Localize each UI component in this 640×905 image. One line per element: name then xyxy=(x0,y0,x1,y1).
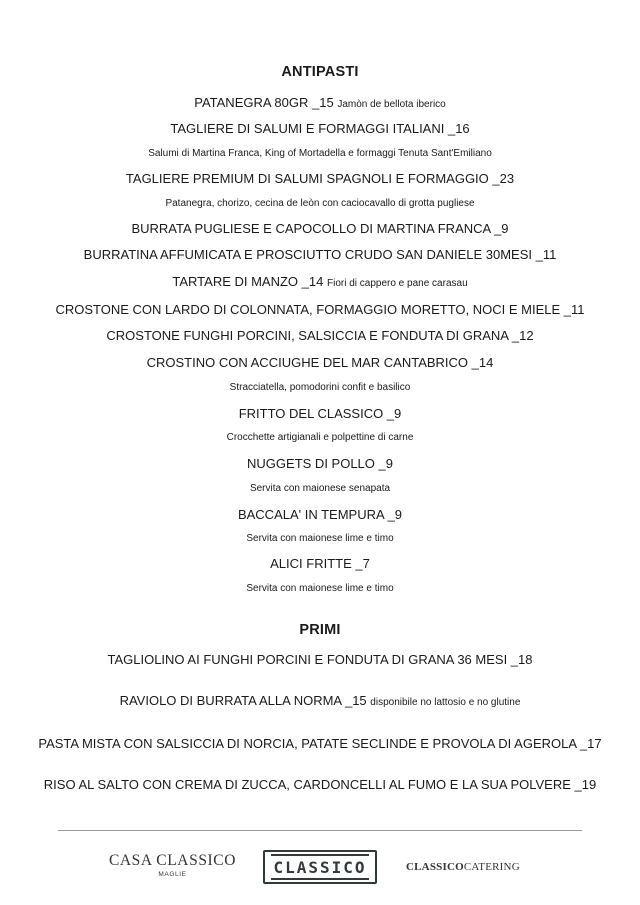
item-description: Servita con maionese lime e timo xyxy=(246,533,394,544)
classico-logo xyxy=(263,850,377,884)
menu-item-crostone-funghi xyxy=(0,328,640,344)
menu-item-crostino-acciughe xyxy=(0,355,640,371)
item-name: BURRATINA AFFUMICATA E PROSCIUTTO CRUDO SAN DANIELE 30MESI _11 xyxy=(83,247,557,262)
item-description: Servita con maionese lime e timo xyxy=(246,583,394,594)
classico-catering-logo xyxy=(406,861,520,873)
casa-classico-location: MAGLIE xyxy=(158,871,187,878)
item-note: Fiori di cappero e pane carasau xyxy=(326,278,468,289)
catering-brand-bold: CLASSICO xyxy=(406,861,464,873)
menu-item-patanegra xyxy=(0,95,640,113)
item-name: CROSTONE FUNGHI PORCINI, SALSICCIA E FONDUTA DI GRANA _12 xyxy=(106,328,534,343)
item-note: Jamòn de bellota iberico xyxy=(337,99,446,110)
classico-logo-text: CLASSICO xyxy=(273,857,367,877)
casa-classico-brand: CASA CLASSICO xyxy=(108,852,237,869)
menu-item-baccala xyxy=(0,507,640,523)
item-name: BURRATA PUGLIESE E CAPOCOLLO DI MARTINA FRANCA _9 xyxy=(131,221,509,236)
item-name: CROSTONE CON LARDO DI COLONNATA, FORMAGGIO MORETTO, NOCI E MIELE _11 xyxy=(55,302,585,317)
item-description: Servita con maionese senapata xyxy=(249,483,391,494)
item-description: Patanegra, chorizo, cecina de leòn con caciocavallo di grotta pugliese xyxy=(165,198,475,209)
item-description: Crocchette artigianali e polpettine di carne xyxy=(226,432,414,443)
logo-top-bar xyxy=(271,854,369,856)
item-name: TAGLIERE DI SALUMI E FORMAGGI ITALIANI _16 xyxy=(170,121,470,136)
menu-item-burrata xyxy=(0,221,640,237)
item-name: PATANEGRA 80GR _15 xyxy=(194,95,334,110)
item-name: FRITTO DEL CLASSICO _9 xyxy=(238,406,402,421)
menu-item-fritto xyxy=(0,406,640,422)
catering-brand-regular: CATERING xyxy=(463,861,520,873)
menu-item-tagliere-italiani xyxy=(0,121,640,137)
menu-item-alici xyxy=(0,556,640,572)
item-name: NUGGETS DI POLLO _9 xyxy=(247,456,393,471)
item-note: disponibile no lattosio e no glutine xyxy=(370,697,521,708)
item-name: TAGLIERE PREMIUM DI SALUMI SPAGNOLI E FORMAGGIO _23 xyxy=(125,171,515,186)
menu-item-riso xyxy=(0,777,640,793)
menu-item-tagliere-premium xyxy=(0,171,640,187)
item-name: TARTARE DI MANZO _14 xyxy=(172,274,324,289)
casa-classico-logo xyxy=(105,852,240,879)
logo-bottom-bar xyxy=(271,878,369,880)
item-name: PASTA MISTA CON SALSICCIA DI NORCIA, PATATE SECLINDE E PROVOLA DI AGEROLA _17 xyxy=(38,736,602,751)
section-title-antipasti: ANTIPASTI xyxy=(281,64,359,80)
menu-item-pasta-mista xyxy=(0,736,640,752)
menu-item-tartare xyxy=(0,274,640,292)
item-description: Salumi di Martina Franca, King of Mortadella e formaggi Tenuta Sant'Emiliano xyxy=(148,148,492,159)
item-name: BACCALA' IN TEMPURA _9 xyxy=(237,507,403,522)
menu-item-crostone-lardo xyxy=(0,302,640,318)
item-name: RAVIOLO DI BURRATA ALLA NORMA _15 xyxy=(119,693,367,708)
menu-item-nuggets xyxy=(0,456,640,472)
menu-item-tagliolino xyxy=(0,652,640,668)
item-name: ALICI FRITTE _7 xyxy=(270,556,370,571)
item-description: Stracciatella, pomodorini confit e basilico xyxy=(229,382,411,393)
section-title-primi: PRIMI xyxy=(299,622,341,638)
item-name: TAGLIOLINO AI FUNGHI PORCINI E FONDUTA DI GRANA 36 MESI _18 xyxy=(107,652,533,667)
footer-divider xyxy=(58,830,582,831)
menu-item-raviolo xyxy=(0,693,640,711)
item-name: CROSTINO CON ACCIUGHE DEL MAR CANTABRICO _14 xyxy=(146,355,494,370)
item-name: RISO AL SALTO CON CREMA DI ZUCCA, CARDONCELLI AL FUMO E LA SUA POLVERE _19 xyxy=(43,777,597,792)
menu-item-burratina xyxy=(0,247,640,263)
